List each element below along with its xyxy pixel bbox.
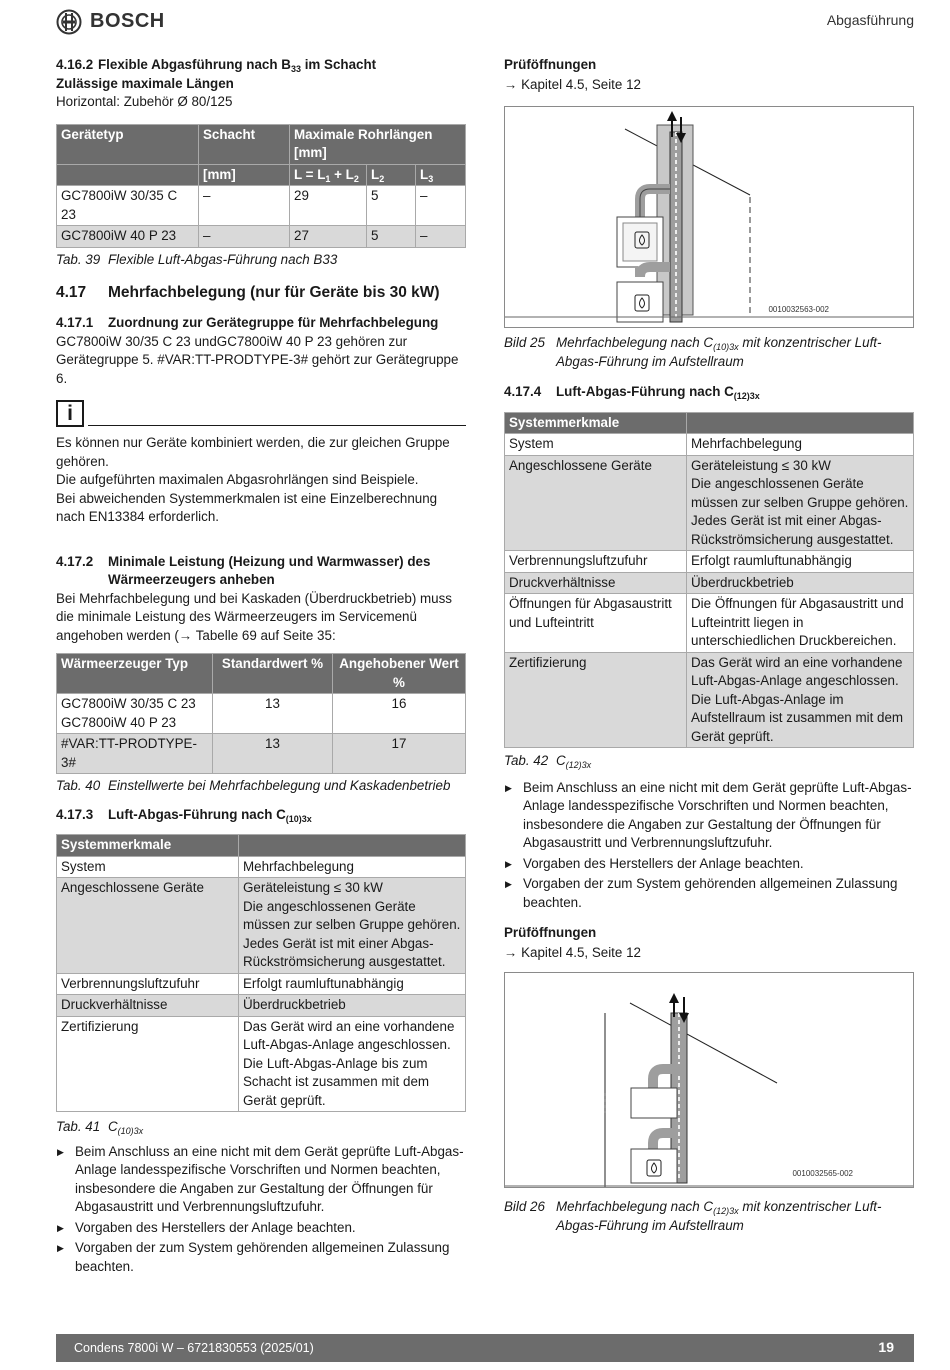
footer-doc: Condens 7800i W – 6721830553 (2025/01) bbox=[74, 1341, 314, 1355]
right-column bbox=[504, 56, 914, 1235]
pruefoeffnungen-heading-1: Prüföffnungen bbox=[504, 57, 597, 72]
th-l: $L = L_1 + L_2$ bbox=[290, 164, 367, 186]
table-row: Verbrennungsluftzufuhr Erfolgt raumluftunabhängig bbox=[57, 973, 466, 995]
table-row: #VAR:TT-PRODTYPE-3# 13 17 bbox=[57, 734, 466, 774]
table-39 bbox=[56, 124, 466, 248]
pruefoeffnungen-heading-2: Prüföffnungen bbox=[504, 925, 597, 940]
table-row: GC7800iW 30/35 C 23 – 29 5 – bbox=[57, 186, 466, 226]
figure-25-code: 0010032563-002 bbox=[768, 305, 829, 314]
table-row: System Mehrfachbelegung bbox=[57, 856, 466, 878]
info-box bbox=[56, 400, 466, 426]
brand-name: BOSCH bbox=[90, 10, 165, 32]
th-geraetetyp: Gerätetyp bbox=[57, 124, 199, 164]
info-icon: i bbox=[56, 400, 84, 427]
figure-26-code: 0010032565-002 bbox=[792, 1169, 853, 1178]
table-row: Zertifizierung Das Gerät wird an eine vorhandene Luft-Abgas-Anlage angeschlossen. Die Luft-Abgas-Anlage bis zum Schacht ist zusammen mit dem Gerät geprüft. bbox=[57, 1016, 466, 1112]
section-4-17-2-title: 4.17.2 Minimale Leistung (Heizung und Warmwasser) des Wärmeerzeugers anheben bbox=[56, 553, 431, 587]
section-4-17-3-title: 4.17.3 Luft-Abgas-Führung nach $C_{(10)3x}$ bbox=[56, 806, 312, 824]
section-name: Abgasführung bbox=[826, 12, 914, 28]
table-row: Verbrennungsluftzufuhr Erfolgt raumluftunabhängig bbox=[505, 551, 914, 573]
table-41: Systemmerkmale System Mehrfachbelegung Angeschlossene Geräte Geräteleistung ≤ 30 kW Die angeschlossenen Geräte müssen zur selben Gruppe gehören. Jedes Gerät ist mit einer Abgas-Rückströmsicherung ausgestattet. Verbrennungsluftzufuhr Erfolgt raumluftunabhängig Druckverhältnisse Überdruckbetrieb Zertifizierung Das Gerät wird an eine vorhandene Luft-Abgas-Anlage angeschlossen. Die Luft-Abgas-Anlage bis zum Schacht ist zusammen mit dem Gerät geprüft. bbox=[56, 834, 466, 1112]
section-4-16-2-title: 4.16.2 Flexible Abgasführung nach $B_{33}$ im Schacht bbox=[56, 57, 377, 74]
section-4-17-2-text: Bei Mehrfachbelegung und bei Kaskaden (Überdruckbetrieb) muss die minimale Leistung des Wärmeerzeugers im Servicemenü angehoben werden (→ Tabelle 69 auf Seite 35: bbox=[56, 590, 452, 643]
info-text-2: Die aufgeführten maximalen Abgasrohrlängen sind Beispiele. bbox=[56, 472, 419, 487]
info-rule bbox=[88, 425, 466, 426]
th-l2: $L_2$ bbox=[367, 164, 416, 186]
flue-diagram-25 bbox=[505, 107, 913, 327]
flue-diagram-26 bbox=[505, 973, 913, 1187]
table-row: Zertifizierung Das Gerät wird an eine vorhandene Luft-Abgas-Anlage angeschlossen. Die Luft-Abgas-Anlage im Aufstellraum ist zusammen mit dem Gerät geprüft. bbox=[505, 652, 914, 748]
table-row: GC7800iW 30/35 C 23 GC7800iW 40 P 23 13 16 bbox=[57, 694, 466, 734]
left-column bbox=[56, 56, 466, 1278]
header bbox=[56, 8, 916, 34]
section-4-16-2-line: Horizontal: Zubehör Ø 80/125 bbox=[56, 94, 233, 109]
th-l3: $L_3$ bbox=[416, 164, 466, 186]
figure-25 bbox=[504, 106, 914, 328]
section-4-17-1-title: 4.17.1 Zuordnung zur Gerätegruppe für Mehrfachbelegung bbox=[56, 315, 439, 330]
list-item: ▶ Beim Anschluss an eine nicht mit dem Gerät geprüfte Luft-Abgas-Anlage landesspezifische Vorschriften und Normen beachten, insbesondere die Angaben zur Gestaltung der Öffnungen für Abgasaustritt und Verbrennungsluftzufuhr. bbox=[504, 779, 914, 853]
chapter-link-1[interactable]: → Kapitel 4.5, Seite 12 bbox=[504, 76, 641, 92]
section-4-17-1-text: GC7800iW 30/35 C 23 undGC7800iW 40 P 23 gehören zur Gerätegruppe 5. #VAR:TT-PRODTYPE-3# gehört zur Gerätegruppe 6. bbox=[56, 333, 459, 386]
table-row: GC7800iW 40 P 23 – 27 5 – bbox=[57, 226, 466, 248]
section-4-17-4-title: 4.17.4 Luft-Abgas-Führung nach $C_{(12)3x}$ bbox=[504, 384, 760, 401]
table-39-caption: Tab. 39 Flexible Luft-Abgas-Führung nach B33 bbox=[56, 251, 338, 267]
list-item: ▶ Vorgaben des Herstellers der Anlage beachten. bbox=[56, 1219, 466, 1238]
list-item: ▶ Beim Anschluss an eine nicht mit dem Gerät geprüfte Luft-Abgas-Anlage landesspezifische Vorschriften und Normen beachten, insbesondere die Angaben zur Gestaltung der Öffnungen für Abgasaustritt und Verbrennungsluftzufuhr. bbox=[56, 1143, 466, 1217]
section-4-16-2-subtitle: Zulässige maximale Längen bbox=[56, 75, 234, 91]
bullet-list bbox=[56, 1143, 466, 1277]
table-row: Angeschlossene Geräte Geräteleistung ≤ 30 kW Die angeschlossenen Geräte müssen zur selben Gruppe gehören. Jedes Gerät ist mit einer Abgas-Rückströmsicherung ausgestattet. bbox=[505, 455, 914, 551]
table-42-caption: Tab. 42 $C_{(12)3x}$ bbox=[504, 753, 592, 770]
th-schacht: Schacht bbox=[199, 124, 290, 164]
table-row: Druckverhältnisse Überdruckbetrieb bbox=[57, 995, 466, 1017]
info-text-1: Es können nur Geräte kombiniert werden, die zur gleichen Gruppe gehören. bbox=[56, 435, 450, 469]
figure-26-caption: Bild 26 Mehrfachbelegung nach $C_{(12)3x}$ mit konzentrischer Luft-Abgas-Führung im Aufstellraum bbox=[504, 1199, 882, 1233]
table-42: Systemmerkmale System Mehrfachbelegung Angeschlossene Geräte Geräteleistung ≤ 30 kW Die angeschlossenen Geräte müssen zur selben Gruppe gehören. Jedes Gerät ist mit einer Abgas-Rückströmsicherung ausgestattet. Verbrennungsluftzufuhr Erfolgt raumluftunabhängig Druckverhältnisse Überdruckbetrieb Öffnungen für Abgasaustritt und Lufteintritt Die Öffnungen für Abgasaustritt und Lufteintritt liegen in unterschiedlichen Druckbereichen. Zertifizierung Das Gerät wird an eine vorhandene Luft-Abgas-Anlage angeschlossen. Die Luft-Abgas-Anlage im Aufstellraum ist zusammen mit dem Gerät geprüft. bbox=[504, 412, 914, 749]
list-item: ▶ Vorgaben des Herstellers der Anlage beachten. bbox=[504, 855, 914, 874]
page-number: 19 bbox=[878, 1339, 894, 1355]
table-row: Öffnungen für Abgasaustritt und Lufteintritt Die Öffnungen für Abgasaustritt und Lufteintritt liegen in unterschiedlichen Druckbereichen. bbox=[505, 594, 914, 653]
info-text-3: Bei abweichenden Systemmerkmalen ist eine Einzelberechnung nach EN13384 erforderlich. bbox=[56, 490, 438, 524]
section-4-17-title: 4.17 Mehrfachbelegung (nur für Geräte bis 30 kW) bbox=[56, 284, 440, 301]
th-schacht-unit: [mm] bbox=[199, 164, 290, 186]
footer bbox=[56, 1334, 914, 1362]
figure-25-caption: Bild 25 Mehrfachbelegung nach $C_{(10)3x}$ mit konzentrischer Luft-Abgas-Führung im Aufstellraum bbox=[504, 335, 882, 369]
chapter-link-2[interactable]: → Kapitel 4.5, Seite 12 bbox=[504, 944, 641, 960]
table-41-caption: Tab. 41 $C_{(10)3x}$ bbox=[56, 1119, 144, 1136]
bosch-logo-icon bbox=[56, 9, 82, 35]
table-40: Wärmeerzeuger Typ Standardwert % Angehobener Wert % GC7800iW 30/35 C 23 GC7800iW 40 P 23 13 16 #VAR:TT-PRODTYPE-3# 13 17 bbox=[56, 653, 466, 774]
table-row: System Mehrfachbelegung bbox=[505, 434, 914, 456]
bullet-list bbox=[504, 779, 914, 913]
table-row: Druckverhältnisse Überdruckbetrieb bbox=[505, 572, 914, 594]
figure-26 bbox=[504, 972, 914, 1188]
th-max: Maximale Rohrlängen [mm] bbox=[290, 124, 466, 164]
list-item: ▶ Vorgaben der zum System gehörenden allgemeinen Zulassung beachten. bbox=[56, 1239, 466, 1276]
list-item: ▶ Vorgaben der zum System gehörenden allgemeinen Zulassung beachten. bbox=[504, 875, 914, 912]
table-row: Angeschlossene Geräte Geräteleistung ≤ 30 kW Die angeschlossenen Geräte müssen zur selben Gruppe gehören. Jedes Gerät ist mit einer Abgas-Rückströmsicherung ausgestattet. bbox=[57, 878, 466, 974]
table-40-caption: Tab. 40 Einstellwerte bei Mehrfachbelegung und Kaskadenbetrieb bbox=[56, 778, 451, 793]
